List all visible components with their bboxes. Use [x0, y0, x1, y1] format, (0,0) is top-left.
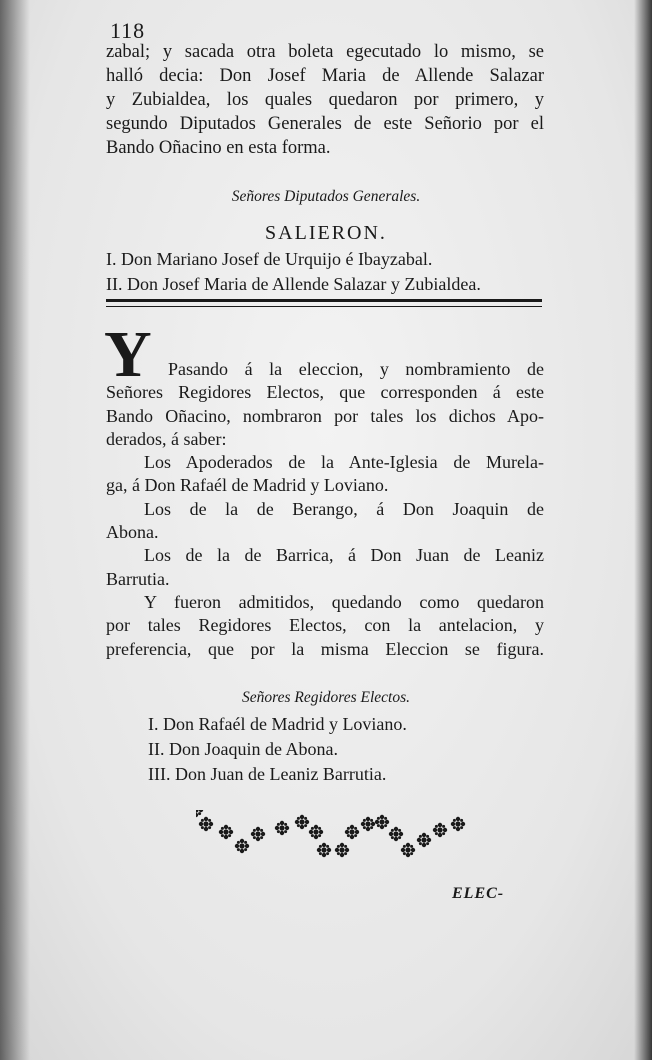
diputado-item: I. Don Mariano Josef de Urquijo é Ibayzabal. — [106, 249, 433, 269]
text-line: por tales Regidores Electos, con la antelacion, y — [106, 615, 544, 636]
text-line: Los Apoderados de la Ante-Iglesia de Murela- — [144, 452, 544, 473]
text-line: Los de la de Barrica, á Don Juan de Leaniz — [144, 545, 544, 566]
salieron-heading: SALIERON. — [265, 222, 387, 244]
left-edge-shadow — [0, 0, 30, 1060]
text-line: Bando Oñacino en esta forma. — [106, 138, 331, 158]
right-edge-shadow — [634, 0, 652, 1060]
divider-thick — [106, 299, 542, 302]
regidor-item: III. Don Juan de Leaniz Barrutia. — [148, 764, 387, 784]
floral-ornament-icon — [196, 810, 486, 870]
drop-cap: Y — [104, 318, 152, 391]
text-line: derados, á saber: — [106, 428, 227, 449]
text-line: Y fueron admitidos, quedando como quedaron — [144, 591, 544, 612]
regidor-item: I. Don Rafaél de Madrid y Loviano. — [148, 714, 407, 734]
text-line: Bando Oñacino, nombraron por tales los dichos Apo- — [106, 405, 544, 426]
heading-diputados: Señores Diputados Generales. — [231, 188, 421, 205]
text-line: Pasando á la eleccion, y nombramiento de — [168, 359, 544, 379]
text-line: Abona. — [106, 522, 159, 543]
page-number: 118 — [110, 18, 146, 43]
text-line: Barrutia. — [106, 568, 170, 589]
catchword: ELEC- — [452, 885, 505, 902]
text-line: y Zubialdea, los quales quedaron por primero, y — [106, 90, 544, 110]
text-line: halló decia: Don Josef Maria de Allende Salazar — [106, 66, 544, 86]
divider-thin — [106, 306, 542, 307]
heading-regidores: Señores Regidores Electos. — [241, 689, 411, 706]
text-line: ga, á Don Rafaél de Madrid y Loviano. — [106, 475, 389, 496]
regidor-item: II. Don Joaquin de Abona. — [148, 739, 338, 759]
text-line: Los de la de Berango, á Don Joaquin de — [144, 498, 544, 519]
paragraph-1 — [106, 40, 544, 160]
text-line: Señores Regidores Electos, que corresponden á este — [106, 382, 544, 403]
text-line: segundo Diputados Generales de este Señorio por el — [106, 114, 544, 134]
diputado-item: II. Don Josef Maria de Allende Salazar y Zubialdea. — [106, 274, 481, 294]
paragraph-2 — [106, 358, 544, 661]
text-line: zabal; y sacada otra boleta egecutado lo mismo, se — [106, 42, 544, 62]
text-line: preferencia, que por la misma Eleccion se figura. — [106, 638, 544, 659]
